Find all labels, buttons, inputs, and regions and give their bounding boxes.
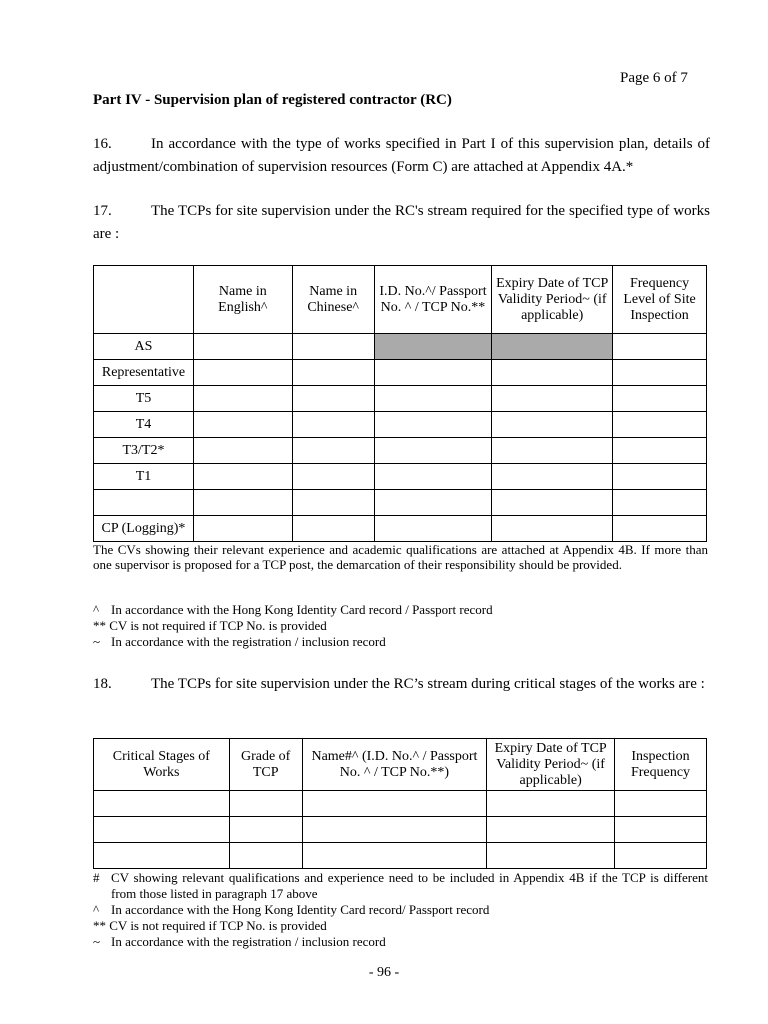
header-cell: Name#^ (I.D. No.^ / Passport No. ^ / TCP No.**) bbox=[302, 739, 487, 791]
shaded-cell bbox=[374, 334, 492, 360]
blank-cell[interactable] bbox=[193, 334, 292, 360]
header-cell: Name in English^ bbox=[193, 266, 292, 334]
blank-cell[interactable] bbox=[292, 360, 374, 386]
blank-cell[interactable] bbox=[615, 843, 707, 869]
footnote bbox=[93, 934, 708, 950]
blank-cell[interactable] bbox=[492, 386, 613, 412]
blank-cell[interactable] bbox=[492, 516, 613, 542]
blank-cell[interactable] bbox=[292, 438, 374, 464]
shaded-cell bbox=[492, 334, 613, 360]
blank-cell[interactable] bbox=[613, 516, 707, 542]
table-row bbox=[94, 516, 707, 542]
table-row bbox=[94, 843, 707, 869]
paragraph-16 bbox=[93, 133, 710, 179]
page-label: Page 6 of 7 bbox=[620, 70, 688, 86]
table-row bbox=[94, 464, 707, 490]
blank-cell[interactable] bbox=[229, 791, 302, 817]
footnote-symbol: # bbox=[93, 870, 100, 885]
blank-cell[interactable] bbox=[229, 817, 302, 843]
paragraph-text: The TCPs for site supervision under the RC’s stream during critical stages of the works are : bbox=[151, 676, 705, 692]
blank-cell[interactable] bbox=[302, 843, 487, 869]
row-label: Representative bbox=[94, 360, 194, 386]
blank-cell[interactable] bbox=[374, 360, 492, 386]
header-cell: Frequency Level of Site Inspection bbox=[613, 266, 707, 334]
part-title: Part IV - Supervision plan of registered contractor (RC) bbox=[93, 92, 452, 108]
blank-cell[interactable] bbox=[229, 843, 302, 869]
footnote-symbol: ^ bbox=[93, 902, 100, 917]
table-row bbox=[94, 490, 707, 516]
paragraph-text: In accordance with the type of works specified in Part I of this supervision plan, details of adjustment/combination of supervision resources (Form C) are attached at Appendix 4A.* bbox=[93, 136, 710, 175]
header-cell: Expiry Date of TCP Validity Period~ (if applicable) bbox=[487, 739, 615, 791]
blank-cell[interactable] bbox=[94, 817, 230, 843]
blank-cell[interactable] bbox=[615, 817, 707, 843]
blank-cell[interactable] bbox=[193, 438, 292, 464]
paragraph-number: 16. bbox=[93, 136, 112, 152]
paragraph-text: The TCPs for site supervision under the RC's stream required for the specified type of works are : bbox=[93, 203, 710, 242]
header-cell: Critical Stages of Works bbox=[94, 739, 230, 791]
header-cell: Inspection Frequency bbox=[615, 739, 707, 791]
footnote-symbol: ** bbox=[93, 918, 106, 933]
blank-cell[interactable] bbox=[374, 490, 492, 516]
blank-cell[interactable] bbox=[374, 438, 492, 464]
table-row bbox=[94, 817, 707, 843]
blank-cell[interactable] bbox=[374, 386, 492, 412]
blank-cell[interactable] bbox=[613, 386, 707, 412]
footnotes-1 bbox=[93, 602, 708, 650]
header-cell: Expiry Date of TCP Validity Period~ (if applicable) bbox=[492, 266, 613, 334]
blank-cell[interactable] bbox=[302, 817, 487, 843]
footnote-text: In accordance with the Hong Kong Identity Card record / Passport record bbox=[111, 602, 493, 617]
table-row bbox=[94, 334, 707, 360]
blank-cell[interactable] bbox=[613, 360, 707, 386]
table-row bbox=[94, 386, 707, 412]
blank-cell[interactable] bbox=[374, 516, 492, 542]
paragraph-18 bbox=[93, 673, 710, 696]
footnote-text: In accordance with the Hong Kong Identity Card record/ Passport record bbox=[111, 902, 490, 917]
blank-cell[interactable] bbox=[94, 791, 230, 817]
blank-cell[interactable] bbox=[292, 516, 374, 542]
footnote bbox=[93, 634, 708, 650]
table-row bbox=[94, 360, 707, 386]
blank-cell[interactable] bbox=[492, 438, 613, 464]
row-label: CP (Logging)* bbox=[94, 516, 194, 542]
blank-cell[interactable] bbox=[193, 490, 292, 516]
blank-cell[interactable] bbox=[613, 490, 707, 516]
header-cell: I.D. No.^/ Passport No. ^ / TCP No.** bbox=[374, 266, 492, 334]
blank-cell[interactable] bbox=[492, 412, 613, 438]
blank-cell[interactable] bbox=[193, 386, 292, 412]
paragraph-number: 17. bbox=[93, 203, 112, 219]
blank-cell[interactable] bbox=[193, 360, 292, 386]
footnote bbox=[93, 918, 708, 934]
blank-cell[interactable] bbox=[292, 386, 374, 412]
blank-cell[interactable] bbox=[292, 412, 374, 438]
row-label: T3/T2* bbox=[94, 438, 194, 464]
blank-cell[interactable] bbox=[292, 490, 374, 516]
blank-cell[interactable] bbox=[193, 516, 292, 542]
row-label: AS bbox=[94, 334, 194, 360]
blank-cell[interactable] bbox=[302, 791, 487, 817]
footnote-symbol: ~ bbox=[93, 634, 101, 649]
footnote-symbol: ~ bbox=[93, 934, 101, 949]
blank-cell[interactable] bbox=[94, 843, 230, 869]
header-cell: Grade of TCP bbox=[229, 739, 302, 791]
blank-cell[interactable] bbox=[492, 360, 613, 386]
blank-cell[interactable] bbox=[492, 464, 613, 490]
footnotes-2 bbox=[93, 870, 708, 950]
paragraph-17 bbox=[93, 200, 710, 246]
table-row bbox=[94, 438, 707, 464]
footnote bbox=[93, 902, 708, 918]
critical-stages-table bbox=[93, 738, 707, 869]
paragraph-number: 18. bbox=[93, 676, 112, 692]
footnote-text: CV showing relevant qualifications and experience need to be included in Appendix 4B if the TCP is different from those listed in paragraph 17 above bbox=[111, 870, 708, 901]
blank-cell[interactable] bbox=[487, 791, 615, 817]
header-cell: Name in Chinese^ bbox=[292, 266, 374, 334]
blank-cell[interactable] bbox=[613, 438, 707, 464]
footnote-text: CV is not required if TCP No. is provided bbox=[109, 618, 327, 633]
blank-cell[interactable] bbox=[374, 464, 492, 490]
table-note: The CVs showing their relevant experience and academic qualifications are attached at Appendix 4B. If more than one supervisor is proposed for a TCP post, the demarcation of their responsibility should be provided. bbox=[93, 542, 708, 572]
row-label: T1 bbox=[94, 464, 194, 490]
footnote-text: In accordance with the registration / inclusion record bbox=[111, 934, 386, 949]
blank-cell[interactable] bbox=[487, 817, 615, 843]
table-header-row bbox=[94, 739, 707, 791]
blank-cell[interactable] bbox=[374, 412, 492, 438]
table-row bbox=[94, 412, 707, 438]
footnote-text: CV is not required if TCP No. is provided bbox=[109, 918, 327, 933]
blank-cell[interactable] bbox=[613, 334, 707, 360]
footnote-symbol: ^ bbox=[93, 602, 100, 617]
footnote-symbol: ** bbox=[93, 618, 106, 633]
footnote bbox=[93, 870, 708, 902]
footnote bbox=[93, 602, 708, 618]
header-cell bbox=[94, 266, 194, 334]
blank-cell[interactable] bbox=[292, 464, 374, 490]
blank-cell[interactable] bbox=[615, 791, 707, 817]
blank-cell[interactable] bbox=[613, 464, 707, 490]
blank-cell[interactable] bbox=[492, 490, 613, 516]
footnote bbox=[93, 618, 708, 634]
blank-cell[interactable] bbox=[487, 843, 615, 869]
blank-cell[interactable] bbox=[613, 412, 707, 438]
table-row bbox=[94, 791, 707, 817]
footnote-text: In accordance with the registration / inclusion record bbox=[111, 634, 386, 649]
blank-cell[interactable] bbox=[193, 412, 292, 438]
table-header-row bbox=[94, 266, 707, 334]
row-label: T4 bbox=[94, 412, 194, 438]
page-number: - 96 - bbox=[368, 965, 400, 980]
tcp-table bbox=[93, 265, 707, 542]
row-label: T5 bbox=[94, 386, 194, 412]
row-label bbox=[94, 490, 194, 516]
blank-cell[interactable] bbox=[292, 334, 374, 360]
blank-cell[interactable] bbox=[193, 464, 292, 490]
